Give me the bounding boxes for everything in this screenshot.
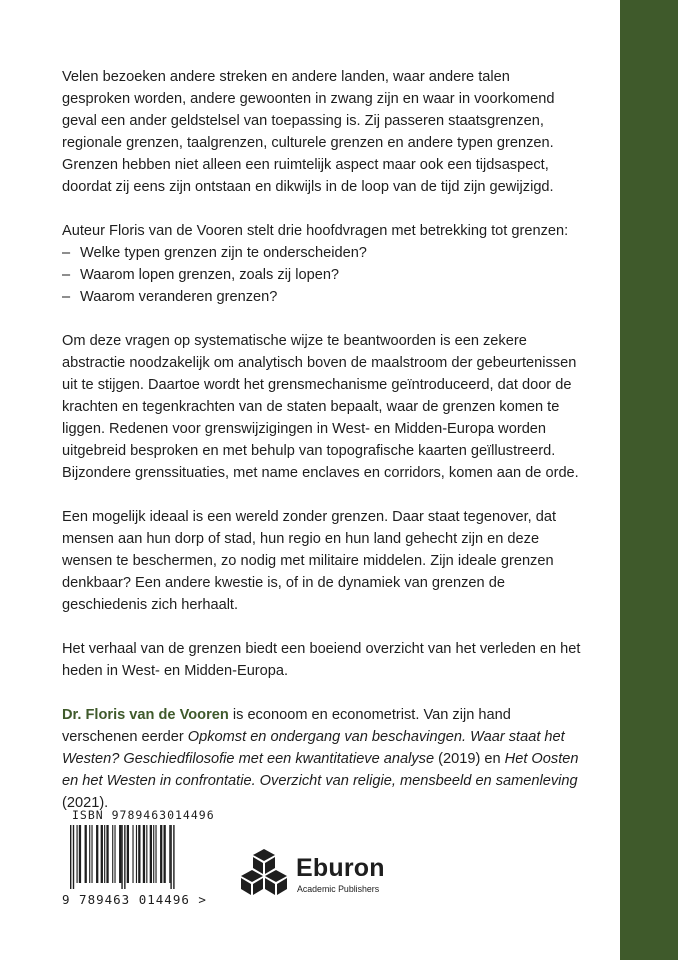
publisher-subtitle: Academic Publishers xyxy=(297,884,380,894)
publisher-logo xyxy=(238,848,408,900)
author-bio xyxy=(62,704,582,814)
barcode-icon xyxy=(62,825,210,889)
bio-text: (2019) en xyxy=(434,751,505,767)
publisher-name: Eburon xyxy=(296,854,385,882)
book-title: Het Oosten en het Westen in confrontatie. Overzicht van religie, mensbeeld en samenleving xyxy=(62,751,579,789)
bio-text: is econoom en econometrist. Van zijn hand verschenen eerder xyxy=(62,707,511,745)
list-item: – Waarom lopen grenzen, zoals zij lopen? xyxy=(62,264,582,286)
list-item: – Welke typen grenzen zijn te onderscheiden? xyxy=(62,242,582,264)
questions-list xyxy=(62,242,582,308)
isbn-barcode xyxy=(62,808,222,907)
back-cover-text xyxy=(62,66,582,836)
spine-color-band xyxy=(620,0,678,960)
paragraph-ideal: Een mogelijk ideaal is een wereld zonder grenzen. Daar staat tegenover, dat mensen aan hun dorp of stad, hun regio en hun land gehecht zijn en deze wensen te beschermen, zo nodig met militaire middelen. Zijn ideale grenzen denkbaar? Een andere kwestie is, of in de dynamiek van grenzen de geschiedenis zich herhaalt. xyxy=(62,509,557,613)
paragraph-intro: Velen bezoeken andere streken en andere landen, waar andere talen gesproken worden, andere gewoonten in zwang zijn en waar in voorkomend geval een ander geldstelsel van toepassing is. Zij passeren staatsgrenzen, regionale grenzen, taalgrenzen, culturele grenzen en andere typen grenzen. Grenzen hebben niet alleen een ruimtelijk aspect maar ook een tijdsaspect, doordat zij eens zijn ontstaan en dikwijls in de loop van de tijd zijn gewijzigd. xyxy=(62,69,555,195)
paragraph-summary: Het verhaal van de grenzen biedt een boeiend overzicht van het verleden en het heden in West- en Midden-Europa. xyxy=(62,641,581,679)
paragraph-method: Om deze vragen op systematische wijze te beantwoorden is een zekere abstractie noodzakelijk om analytisch boven de maalstroom der gebeurtenissen uit te stijgen. Daartoe wordt het grensmechanisme geïntroduceerd, dat door de krachten en tegenkrachten van de staten bepaalt, waar de grenzen komen te liggen. Redenen voor grenswijzigingen in West- en Midden-Europa worden uitgebreid besproken en met behulp van topografische kaarten geïllustreerd. Bijzondere grenssituaties, met name enclaves en corridors, komen aan de orde. xyxy=(62,333,579,481)
paragraph-questions-intro: Auteur Floris van de Vooren stelt drie hoofdvragen met betrekking tot grenzen: xyxy=(62,223,569,239)
list-item: – Waarom veranderen grenzen? xyxy=(62,286,582,308)
book-title: Opkomst en ondergang van beschavingen. Waar staat het Westen? Geschiedfilosofie met een kwantitatieve analyse xyxy=(62,729,565,767)
eburon-cubes-icon xyxy=(238,848,290,900)
author-name: Dr. Floris van de Vooren xyxy=(62,707,229,723)
isbn-label: ISBN 9789463014496 xyxy=(72,808,215,822)
bio-text: (2021). xyxy=(62,795,109,811)
isbn-digits: 9 789463 014496 > xyxy=(62,892,207,907)
